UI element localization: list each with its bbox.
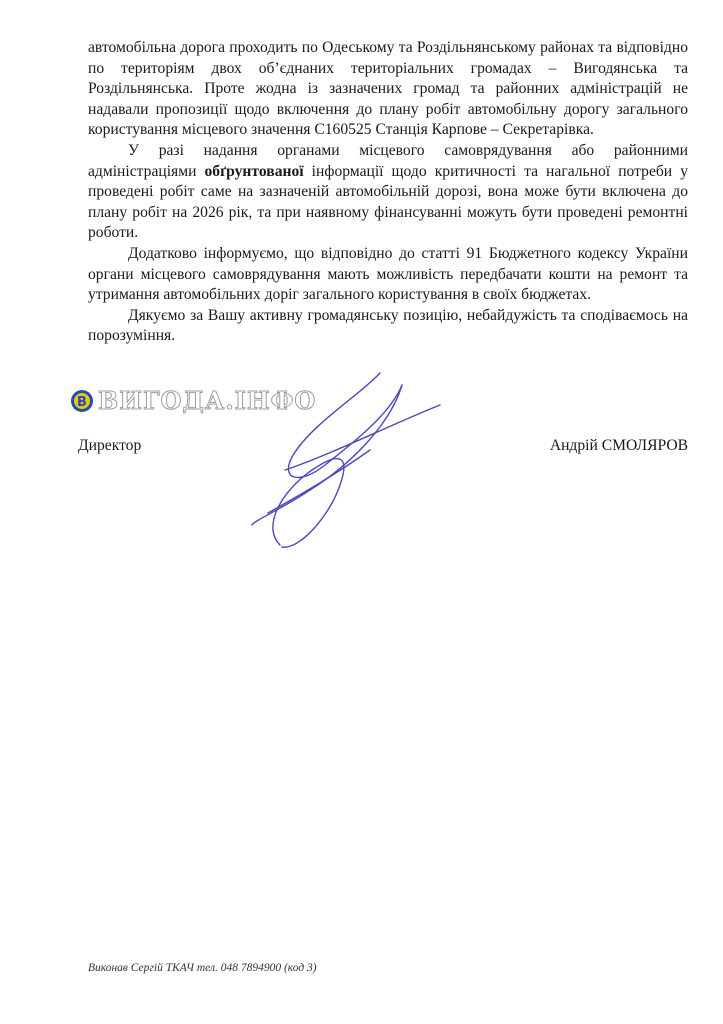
paragraph-3: Додатково інформуємо, що відповідно до статті 91 Бюджетного кодексу України органи місцевого самоврядування мають можливість передбачати кошти на ремонт та утримання автомобільних доріг загального користування в своїх бюджетах. bbox=[88, 244, 688, 304]
executor-footer: Виконав Сергій ТКАЧ тел. 048 7894900 (код 3) bbox=[88, 962, 317, 974]
signature-row bbox=[78, 437, 688, 461]
watermark-text: ВИГОДА.ІНФО bbox=[98, 386, 317, 415]
signer-title: Директор bbox=[78, 437, 142, 454]
paragraph-1: автомобільна дорога проходить по Одеському та Роздільнянському районах та відповідно по територіям двох об’єднаних територіальних громадах – Вигодянська та Роздільнянська. Проте жодна із зазначених громад та районних адміністрацій не надавали пропозиції щодо включення до плану робіт автомобільну дорогу загального користування місцевого значення С160525 Станція Карпове – Секретарівка. bbox=[88, 39, 688, 139]
paragraph-2-end: інформації щодо критичності та нагальної потреби у проведені робіт саме на зазначеній автомобільній дорозі, вона може бути включена до плану робіт на 2026 рік, та при наявному фінансуванні можуть бути проведені ремонтні роботи. bbox=[88, 162, 688, 242]
letter-body bbox=[88, 38, 688, 347]
watermark-logo-letter: В bbox=[77, 394, 87, 410]
paragraph-4: Дякуємо за Вашу активну громадянську позицію, небайдужість та сподіваємось на порозуміння. bbox=[88, 306, 688, 345]
paragraph-2-start: У разі надання органами місцевого самоврядування або районними адміністраціями bbox=[88, 141, 688, 180]
signer-name: Андрій СМОЛЯРОВ bbox=[549, 437, 688, 454]
paragraph-2-bold: обґрунтованої bbox=[204, 162, 304, 180]
paragraph-2 bbox=[88, 141, 688, 244]
handwritten-signature bbox=[240, 365, 450, 565]
watermark-logo-icon bbox=[70, 389, 94, 413]
